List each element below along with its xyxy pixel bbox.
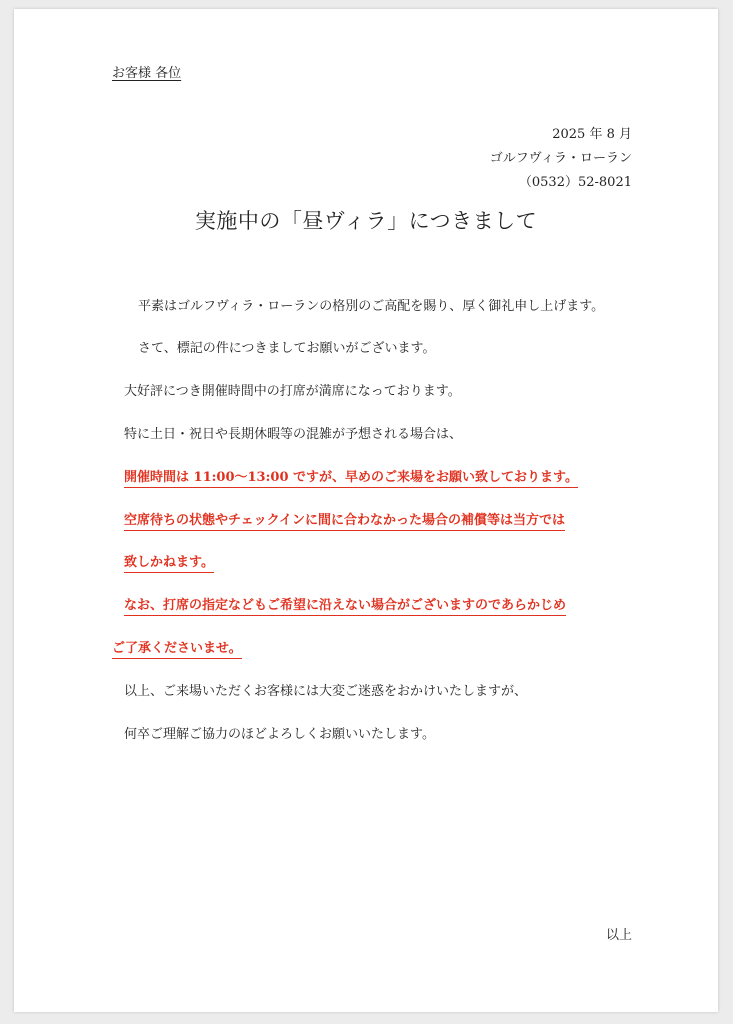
paragraph-greeting: 平素はゴルフヴィラ・ローランの格別のご高配を賜り、厚く御礼申し上げます。 xyxy=(138,299,605,314)
paragraph-full-booking: 大好評につき開催時間中の打席が満席になっております。 xyxy=(124,384,461,399)
issue-date: 2025 年 8 月 xyxy=(552,127,632,142)
paragraph-thanks: 何卒ご理解ご協力のほどよろしくお願いいたします。 xyxy=(124,727,435,742)
emphasis-no-compensation-line2: 致しかねます。 xyxy=(124,555,214,573)
paragraph-congestion: 特に土日・祝日や長期休暇等の混雑が予想される場合は、 xyxy=(124,427,463,442)
company-name: ゴルフヴィラ・ローラン xyxy=(489,151,632,166)
emphasis-seat-assignment-line2: ご了承くださいませ。 xyxy=(112,641,242,659)
emphasis-no-compensation-line1: 空席待ちの状態やチェックインに間に合わなかった場合の補償等は当方では xyxy=(124,513,565,531)
addressee: お客様 各位 xyxy=(112,66,182,81)
phone-number: （0532）52-8021 xyxy=(518,175,632,190)
paragraph-apology: 以上、ご来場いただくお客様には大変ご迷惑をおかけいたしますが、 xyxy=(124,684,528,699)
emphasis-early-arrival: 開催時間は 11:00〜13:00 ですが、早めのご来場をお願い致しております。 xyxy=(124,470,578,488)
document-title: 実施中の「昼ヴィラ」につきまして xyxy=(194,209,538,233)
emphasis-seat-assignment-line1: なお、打席の指定などもご希望に沿えない場合がございますのであらかじめ xyxy=(124,598,566,616)
document-page xyxy=(14,9,718,1012)
paragraph-request: さて、標記の件につきましてお願いがございます。 xyxy=(138,341,436,356)
closing-mark: 以上 xyxy=(605,928,632,943)
